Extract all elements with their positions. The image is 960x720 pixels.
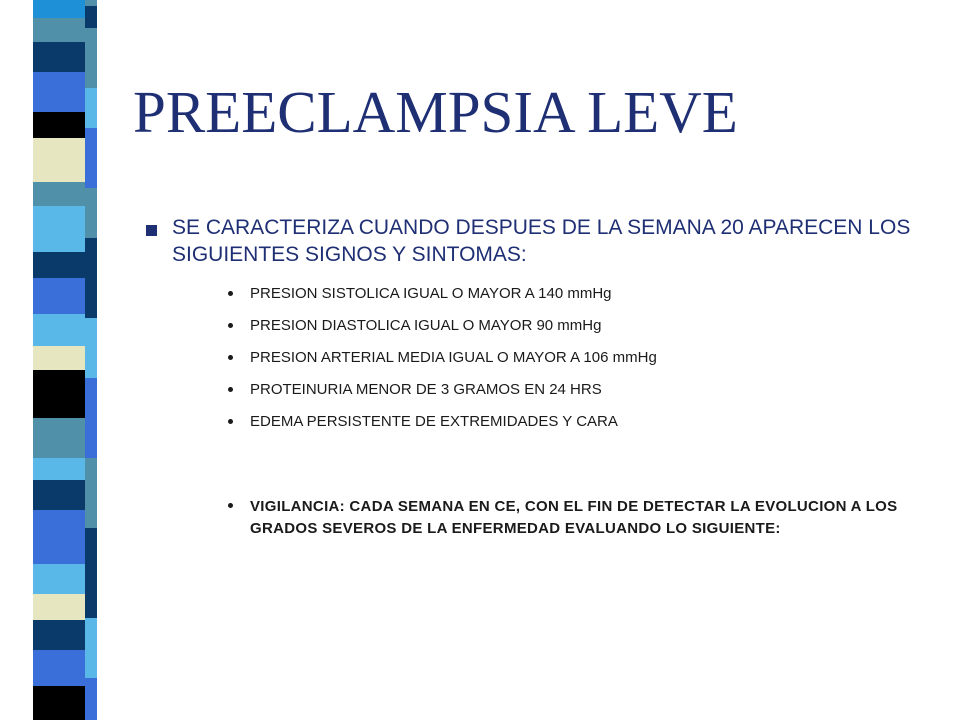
strip-block — [33, 138, 85, 182]
strip-block — [33, 278, 85, 314]
strip-edge-block — [85, 528, 97, 618]
strip-block — [33, 72, 85, 112]
strip-main-column — [33, 0, 85, 720]
list-item-text: PRESION ARTERIAL MEDIA IGUAL O MAYOR A 106 mmHg — [250, 349, 657, 366]
strip-edge-block — [85, 6, 97, 28]
strip-edge-block — [85, 318, 97, 378]
bullet-dot-icon — [228, 503, 233, 508]
strip-block — [33, 686, 85, 720]
strip-block — [33, 206, 85, 252]
strip-block — [33, 650, 85, 686]
list-item-text: PROTEINURIA MENOR DE 3 GRAMOS EN 24 HRS — [250, 381, 602, 398]
strip-edge-block — [85, 128, 97, 188]
square-bullet-icon — [146, 225, 157, 236]
strip-block — [33, 346, 85, 370]
main-bullet — [146, 214, 936, 268]
vigilancia-bullet — [228, 496, 928, 540]
strip-edge-block — [85, 238, 97, 318]
symptom-list — [228, 284, 928, 444]
strip-edge-block — [85, 378, 97, 458]
decorative-left-strip — [0, 0, 100, 720]
strip-block — [33, 0, 85, 18]
strip-edge-block — [85, 618, 97, 678]
list-item — [228, 348, 928, 380]
strip-block — [33, 370, 85, 418]
strip-block — [33, 510, 85, 564]
main-bullet-text: SE CARACTERIZA CUANDO DESPUES DE LA SEMANA 20 APARECEN LOS SIGUIENTES SIGNOS Y SINTOMAS: — [172, 216, 911, 266]
vigilancia-text: VIGILANCIA: CADA SEMANA EN CE, CON EL FIN DE DETECTAR LA EVOLUCION A LOS GRADOS SEVEROS DE LA ENFERMEDAD EVALUANDO LO SIGUIENTE: — [250, 498, 898, 537]
strip-block — [33, 594, 85, 620]
strip-edge-block — [85, 88, 97, 128]
strip-edge-block — [85, 678, 97, 720]
strip-edge-column — [85, 0, 97, 720]
strip-block — [33, 480, 85, 510]
list-item-text: EDEMA PERSISTENTE DE EXTREMIDADES Y CARA — [250, 413, 618, 430]
strip-block — [33, 620, 85, 650]
strip-edge-block — [85, 28, 97, 88]
list-item — [228, 412, 928, 444]
bullet-dot-icon — [228, 419, 233, 424]
strip-block — [33, 418, 85, 458]
strip-block — [33, 18, 85, 42]
list-item — [228, 380, 928, 412]
strip-edge-block — [85, 458, 97, 528]
bullet-dot-icon — [228, 355, 233, 360]
bullet-dot-icon — [228, 323, 233, 328]
list-item — [228, 316, 928, 348]
strip-block — [33, 314, 85, 346]
bullet-dot-icon — [228, 387, 233, 392]
strip-block — [33, 458, 85, 480]
strip-block — [33, 564, 85, 594]
list-item-text: PRESION SISTOLICA IGUAL O MAYOR A 140 mmHg — [250, 285, 612, 302]
strip-block — [33, 182, 85, 206]
strip-block — [33, 112, 85, 138]
strip-block — [33, 252, 85, 278]
strip-block — [33, 42, 85, 72]
list-item-text: PRESION DIASTOLICA IGUAL O MAYOR 90 mmHg — [250, 317, 602, 334]
list-item — [228, 284, 928, 316]
strip-edge-block — [85, 188, 97, 238]
bullet-dot-icon — [228, 291, 233, 296]
slide-title: PREECLAMPSIA LEVE — [133, 79, 738, 145]
